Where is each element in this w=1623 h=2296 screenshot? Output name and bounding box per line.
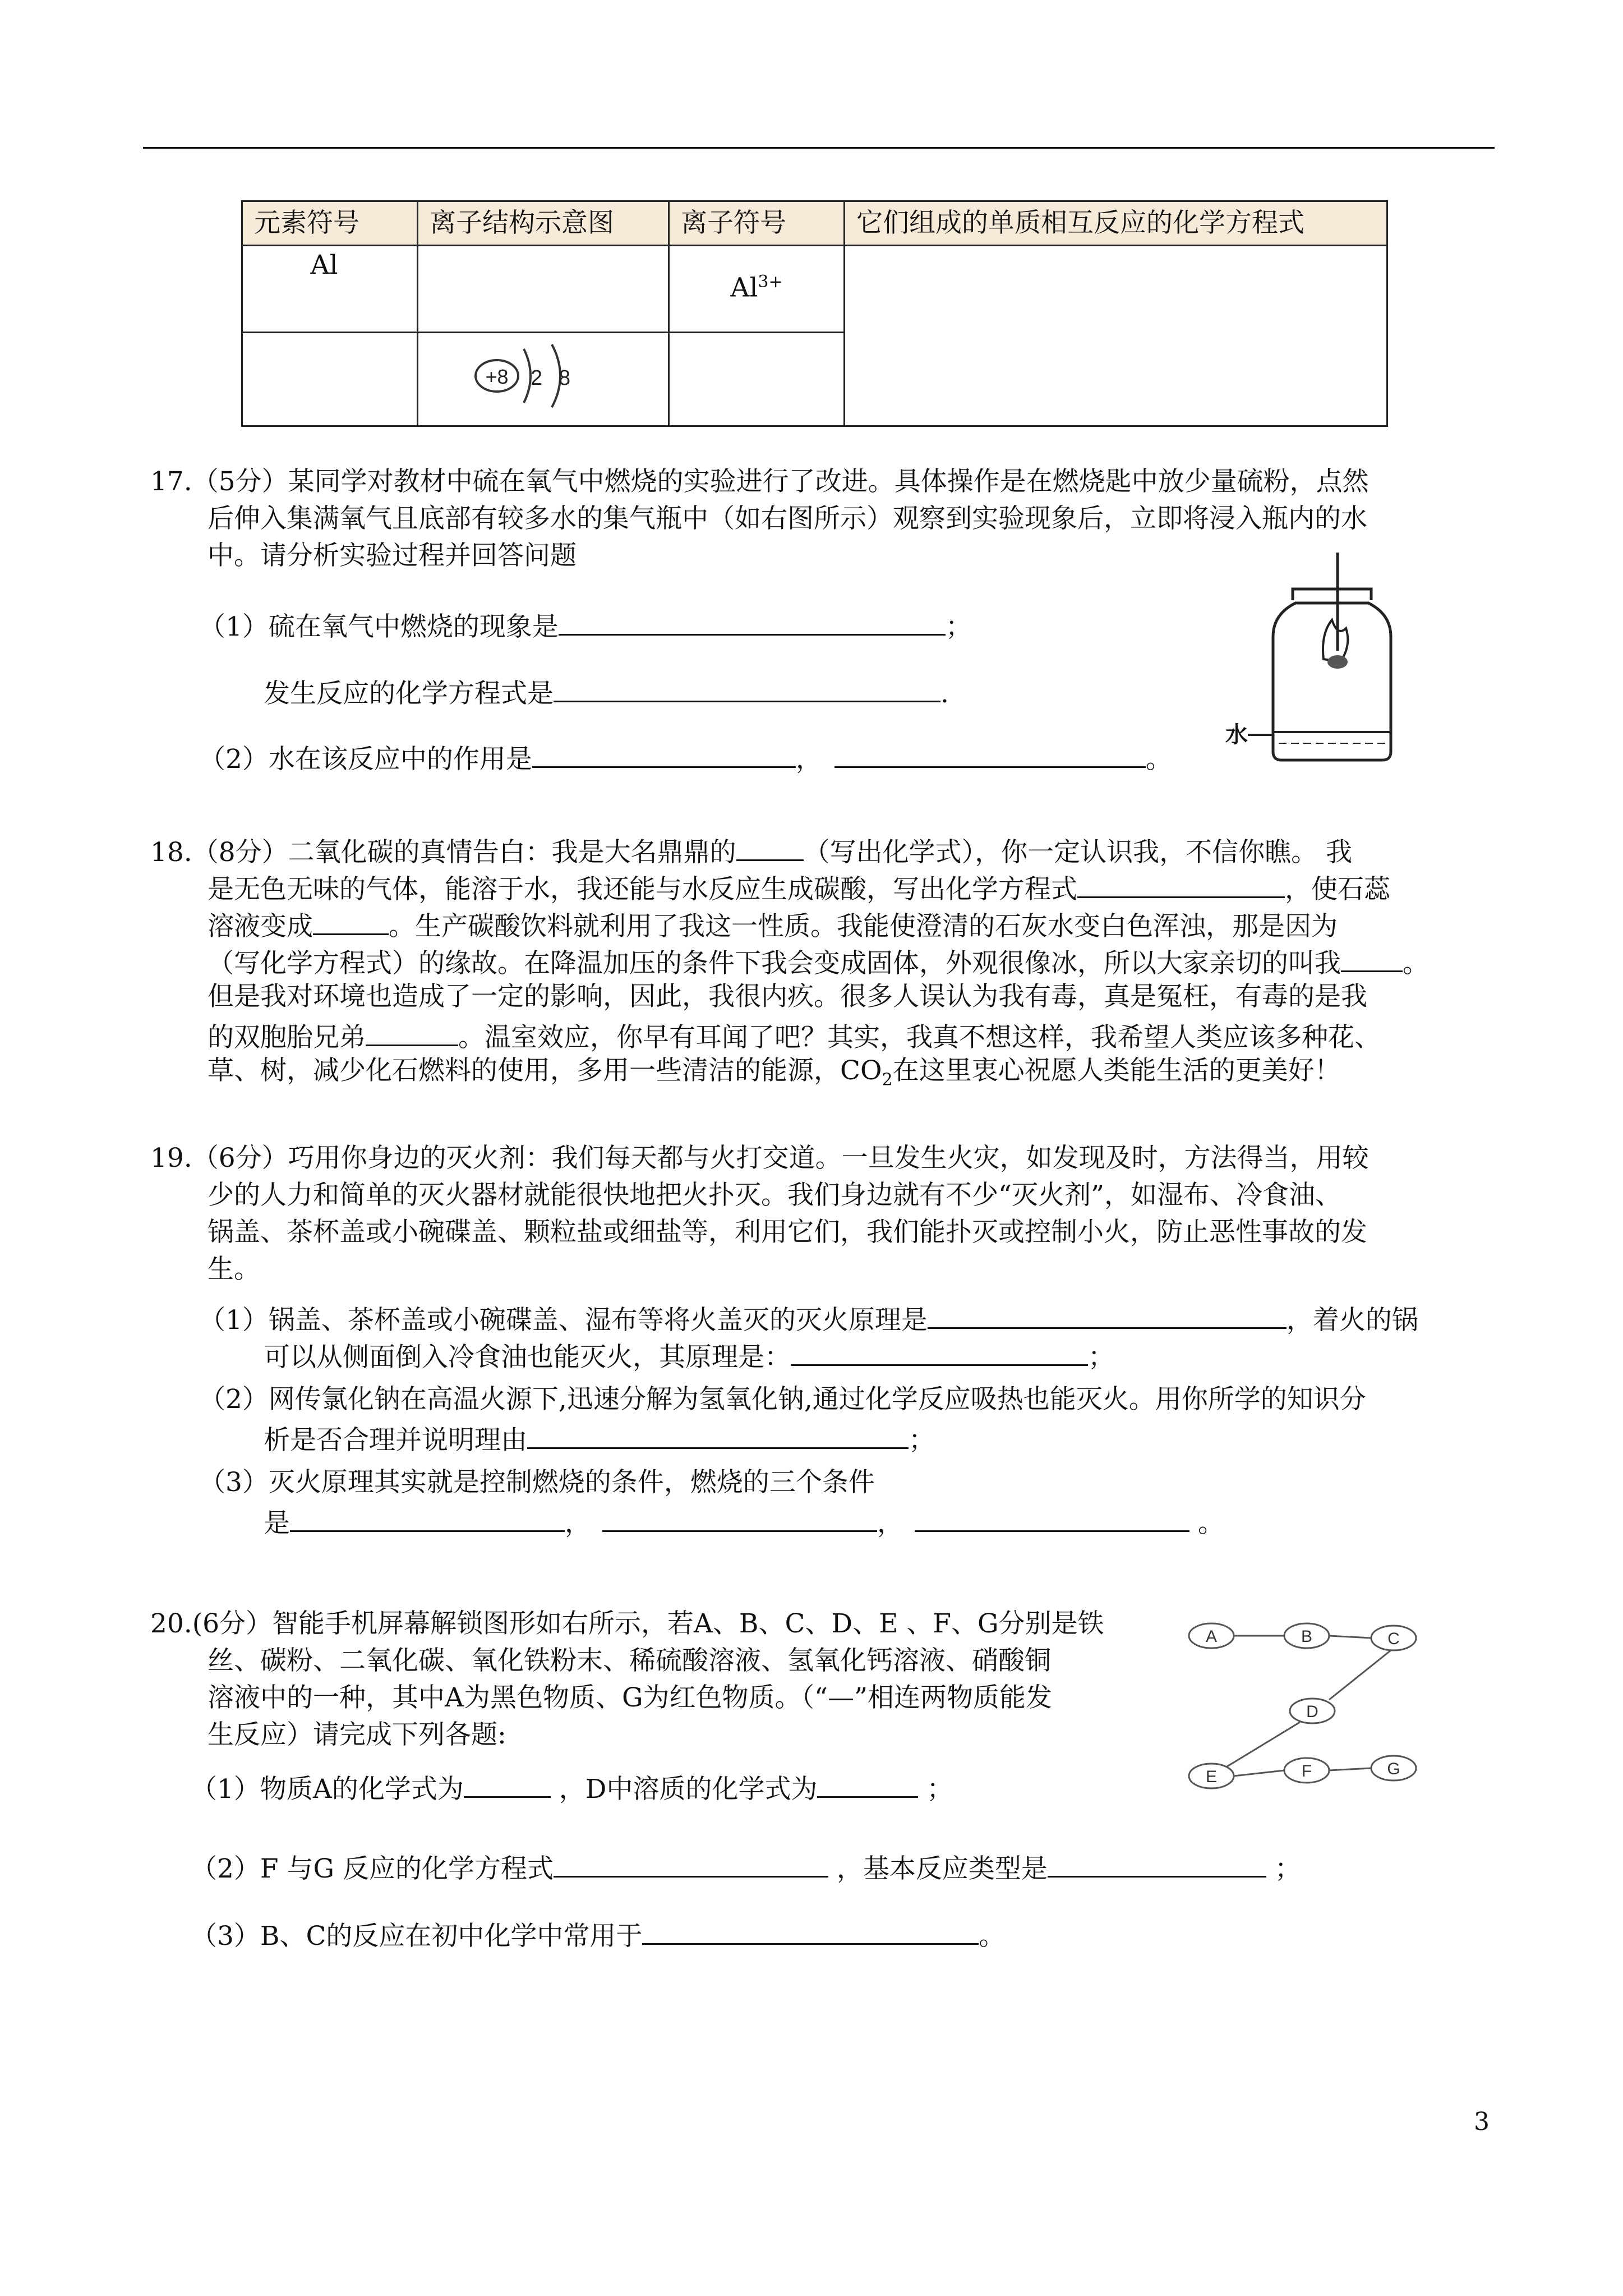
node-b-label: B <box>1301 1627 1313 1646</box>
q20-line-3: 溶液中的一种，其中A为黑色物质、G为红色物质。（“—”相连两物质能发 <box>208 1682 1053 1713</box>
q17-part-2-end: 。 <box>1145 744 1172 775</box>
table-header-ion-diagram: 离子结构示意图 <box>418 201 669 246</box>
q17-blank-equation[interactable] <box>554 671 940 702</box>
q20-part-2a: （2）F 与G 反应的化学方程式 <box>191 1853 554 1884</box>
q18-line-6a: 的双胞胎兄弟 <box>208 1022 366 1053</box>
ion-symbol-charge: 3+ <box>758 272 783 292</box>
q19-part-3e: 。 <box>1189 1508 1224 1539</box>
q18-line-7a: 草、树，减少化石燃料的使用，多用一些清洁的能源，CO <box>208 1055 882 1086</box>
q17-line-2: 后伸入集满氧气且底部有较多水的集气瓶中（如右图所示）观察到实验现象后，立即将浸入瓶内的水 <box>208 503 1367 534</box>
al-symbol-text: Al <box>310 250 338 280</box>
q17-part-1-end: ； <box>945 611 972 642</box>
q18-line-1 <box>150 830 1352 871</box>
table-header-ion-symbol: 离子符号 <box>669 201 845 246</box>
q19-part-2: （2）网传氯化钠在高温火源下,迅速分解为氢氧化钠,通过化学反应吸热也能灭火。用你所学的知识分 <box>199 1384 1366 1415</box>
q19-part-1-cont <box>264 1335 1114 1376</box>
table-header-equation: 它们组成的单质相互反应的化学方程式 <box>845 201 1387 246</box>
q19-part-2b: 析是否合理并说明理由 <box>264 1425 527 1456</box>
edge-e-f <box>1234 1770 1284 1776</box>
node-f-label: F <box>1301 1762 1312 1780</box>
q20-blank-formula-a[interactable] <box>464 1767 551 1798</box>
q17-blank-water-role-1[interactable] <box>532 737 796 768</box>
node-g-label: G <box>1387 1760 1400 1778</box>
q20-blank-use[interactable] <box>642 1914 979 1945</box>
q20-part-1c: ； <box>918 1774 953 1805</box>
q18-blank-nickname[interactable] <box>1341 941 1403 972</box>
jar-lid <box>1293 589 1371 600</box>
q18-line-2a: 是无色无味的气体，能溶于水，我还能与水反应生成碳酸，写出化学方程式 <box>208 874 1077 905</box>
cell-ion-symbol <box>669 246 845 333</box>
q20-part-3b: 。 <box>979 1921 1006 1952</box>
q17-blank-phenomenon[interactable] <box>559 605 946 636</box>
table-header-element-symbol: 元素符号 <box>242 201 418 246</box>
q18-line-3a: 溶液变成 <box>208 911 313 942</box>
q19-part-3c: ， <box>565 1508 591 1539</box>
q17-part-1b <box>264 671 949 712</box>
cell-symbol-empty <box>242 333 418 426</box>
q18-blank-twin[interactable] <box>366 1015 458 1046</box>
q20-blank-equation[interactable] <box>554 1847 828 1878</box>
cell-ion-diagram <box>418 333 669 426</box>
nucleus-charge: +8 <box>485 365 509 388</box>
q18-line-1a: 18.（8分）二氧化碳的真情告白：我是大名鼎鼎的 <box>150 837 736 868</box>
q19-part-2-cont <box>264 1418 935 1459</box>
ion-table <box>241 200 1388 427</box>
q18-line-7 <box>208 1052 1341 1098</box>
q19-part-1b: ，着火的锅 <box>1286 1305 1418 1336</box>
node-e-label: E <box>1205 1768 1218 1786</box>
edge-f-g <box>1329 1768 1371 1770</box>
node-a-label: A <box>1205 1627 1218 1646</box>
q17-line-3: 中。请分析实验过程并回答问题 <box>208 540 577 571</box>
header-rule <box>143 147 1495 149</box>
q17-part-1 <box>199 605 972 646</box>
q19-line-2: 少的人力和简单的灭火器材就能很快地把火扑灭。我们身边就有不少“灭火剂”，如湿布、冷食油、 <box>208 1180 1342 1211</box>
q19-part-1d: ； <box>1088 1342 1114 1373</box>
shell-1-count: 2 <box>531 366 543 390</box>
q19-line-1: 19.（6分）巧用你身边的灭火剂：我们每天都与火打交道。一旦发生火灾，如发现及时，方法得当，用较 <box>150 1143 1369 1174</box>
q20-part-2b: ，基本反应类型是 <box>828 1853 1048 1884</box>
q18-line-4 <box>208 941 1429 982</box>
q17-line-1: 17.（5分）某同学对教材中硫在氧气中燃烧的实验进行了改进。具体操作是在燃烧匙中放少量硫粉，点然 <box>150 466 1369 497</box>
unlock-pattern-diagram <box>1172 1610 1453 1801</box>
edge-c-d <box>1329 1648 1394 1700</box>
node-c-label: C <box>1387 1630 1400 1648</box>
q18-line-7b: 在这里衷心祝愿人类能生活的更美好！ <box>892 1055 1341 1086</box>
q19-part-1 <box>199 1298 1418 1339</box>
jar-body <box>1273 603 1391 760</box>
q19-part-3-cont <box>264 1501 1224 1542</box>
q19-blank-condition-3[interactable] <box>915 1501 1189 1532</box>
q18-line-4b: 。 <box>1403 948 1429 979</box>
q18-line-2 <box>208 867 1390 908</box>
q20-part-3 <box>191 1914 1005 1955</box>
oxygen-ion-structure-diagram <box>418 333 657 418</box>
q17-part-1b-end: . <box>940 678 949 709</box>
q18-blank-equation-1[interactable] <box>1077 867 1285 898</box>
node-d-label: D <box>1306 1703 1318 1721</box>
gas-jar-figure <box>1225 553 1394 771</box>
q19-blank-condition-2[interactable] <box>602 1501 877 1532</box>
q19-part-1a: （1）锅盖、茶杯盖或小碗碟盖、湿布等将火盖灭的灭火原理是 <box>199 1305 928 1336</box>
q17-blank-water-role-2[interactable] <box>834 737 1146 768</box>
q19-part-3: （3）灭火原理其实就是控制燃烧的条件，燃烧的三个条件 <box>199 1467 875 1498</box>
q18-line-7-sub: 2 <box>882 1070 893 1090</box>
q20-part-1a: （1）物质A的化学式为 <box>191 1774 464 1805</box>
q17-part-2-text: （2）水在该反应中的作用是 <box>199 744 532 775</box>
q18-line-6 <box>208 1015 1381 1056</box>
q18-blank-formula[interactable] <box>736 830 804 861</box>
q18-line-1b: （写出化学式），你一定认识我，不信你瞧。 我 <box>803 837 1353 868</box>
q18-blank-color[interactable] <box>313 904 389 935</box>
q20-line-2: 丝、碳粉、二氧化碳、氧化铁粉末、稀硫酸溶液、氢氧化钙溶液、硝酸铜 <box>208 1645 1051 1676</box>
page-number: 3 <box>1474 2108 1490 2136</box>
q19-part-1c: 可以从侧面倒入冷食油也能灭火，其原理是： <box>264 1342 791 1373</box>
q20-line-4: 生反应）请完成下列各题: <box>208 1719 506 1750</box>
q20-part-1 <box>191 1767 953 1808</box>
q18-line-6b: 。温室效应，你早有耳闻了吧？其实，我真不想这样，我希望人类应该多种花、 <box>458 1022 1381 1053</box>
q19-part-3b: 是 <box>264 1508 290 1539</box>
q19-blank-principle-2[interactable] <box>791 1335 1088 1366</box>
q19-line-3: 锅盖、茶杯盖或小碗碟盖、颗粒盐或细盐等，利用它们，我们能扑灭或控制小火，防止恶性事故的发 <box>208 1217 1367 1248</box>
ion-symbol-base: Al <box>730 272 758 303</box>
cell-equation-empty <box>845 246 1387 426</box>
cell-diagram-empty <box>418 246 669 333</box>
q17-part-1-text: （1）硫在氧气中燃烧的现象是 <box>199 611 559 642</box>
q19-blank-condition-1[interactable] <box>290 1501 565 1532</box>
q20-part-2c: ； <box>1266 1853 1301 1884</box>
q18-line-2b: ，使石蕊 <box>1285 874 1390 905</box>
q20-blank-formula-d[interactable] <box>817 1767 918 1798</box>
q18-line-5: 但是我对环境也造成了一定的影响，因此，我很内疚。很多人误认为我有毒，真是冤枉，有毒的是我 <box>208 981 1367 1012</box>
q20-part-3a: （3）B、C的反应在初中化学中常用于 <box>191 1921 643 1952</box>
cell-ion-symbol-empty <box>669 333 845 426</box>
shell-arc-1 <box>524 349 531 403</box>
q19-part-3d: ， <box>877 1508 903 1539</box>
q18-line-3 <box>208 904 1338 945</box>
q17-part-2 <box>199 737 1172 778</box>
q19-part-2c: ； <box>909 1425 935 1456</box>
q20-blank-reaction-type[interactable] <box>1048 1847 1266 1878</box>
q17-part-2-mid: ， <box>795 744 822 775</box>
q18-line-3b: 。生产碳酸饮料就利用了我这一性质。我能使澄清的石灰水变白色浑浊，那是因为 <box>389 911 1338 942</box>
water-label: 水 <box>1225 723 1248 747</box>
q17-part-1b-text: 发生反应的化学方程式是 <box>264 678 554 709</box>
q20-part-2 <box>191 1847 1301 1888</box>
q19-line-4: 生。 <box>208 1254 260 1285</box>
q18-line-4a: （写化学方程式）的缘故。在降温加压的条件下我会变成固体，外观很像冰，所以大家亲切的叫我 <box>208 948 1341 979</box>
combustion-spoon <box>1327 655 1348 669</box>
cell-symbol-al <box>242 246 418 333</box>
q19-blank-reason[interactable] <box>527 1418 909 1449</box>
q20-line-1: 20.(6分）智能手机屏幕解锁图形如右所示，若A、B、C、D、E 、F、G分别是铁 <box>150 1608 1104 1639</box>
edge-b-c <box>1329 1636 1371 1638</box>
q19-blank-principle-1[interactable] <box>928 1298 1287 1329</box>
q20-part-1b: ，D中溶质的化学式为 <box>550 1774 818 1805</box>
shell-2-count: 8 <box>559 366 571 390</box>
